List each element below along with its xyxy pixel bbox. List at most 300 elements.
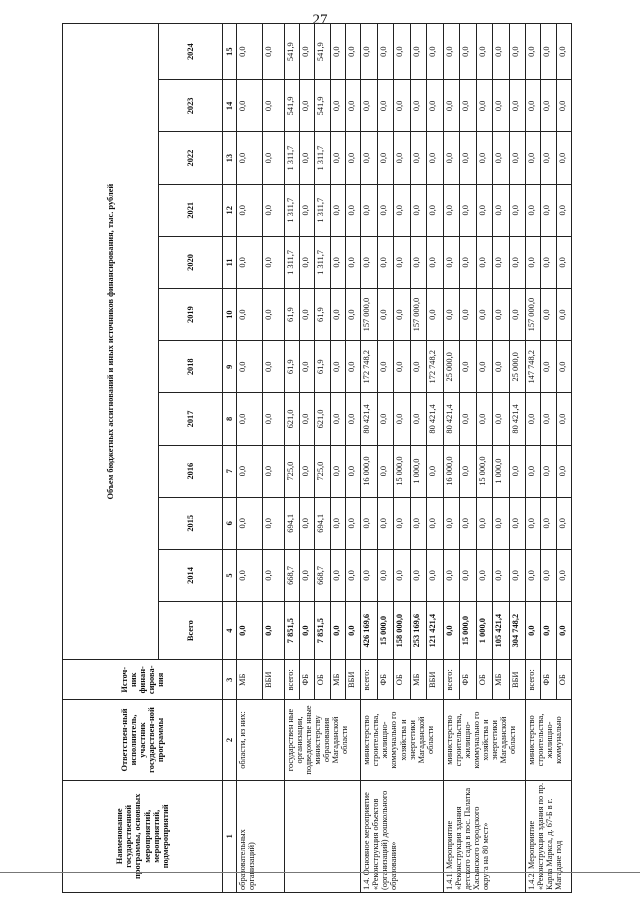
row-value: 172 748,2 xyxy=(427,341,443,393)
row-value: 0,0 xyxy=(493,236,509,288)
column-index: 14 xyxy=(223,80,237,132)
row-source: ОБ xyxy=(556,660,571,700)
row-source: ВБИ xyxy=(263,660,285,700)
header-year: 2015 xyxy=(159,497,223,549)
row-value: 0,0 xyxy=(263,236,285,288)
row-value: 0,0 xyxy=(237,393,263,445)
column-index: 15 xyxy=(223,24,237,80)
column-index: 12 xyxy=(223,184,237,236)
row-value: 0,0 xyxy=(300,289,315,341)
row-value: 0,0 xyxy=(493,24,509,80)
rotated-table-wrapper xyxy=(62,23,572,893)
row-value: 541,9 xyxy=(284,80,299,132)
row-value: 0,0 xyxy=(263,289,285,341)
row-value: 0,0 xyxy=(427,445,443,497)
row-value: 0,0 xyxy=(394,497,410,549)
row-value: 0,0 xyxy=(541,393,556,445)
row-total: 0,0 xyxy=(556,602,571,660)
row-value: 0,0 xyxy=(237,132,263,184)
row-total: 15 000,0 xyxy=(460,602,476,660)
row-value: 0,0 xyxy=(300,549,315,601)
row-value: 0,0 xyxy=(476,80,492,132)
row-value: 0,0 xyxy=(556,445,571,497)
row-source: ОБ xyxy=(476,660,492,700)
header-year: 2021 xyxy=(159,184,223,236)
row-value: 0,0 xyxy=(300,393,315,445)
header-executor: Ответствен-ный исполнитель, участник государствен-ной программы xyxy=(63,700,223,780)
row-value: 0,0 xyxy=(526,497,541,549)
row-value: 668,7 xyxy=(284,549,299,601)
row-value: 0,0 xyxy=(263,549,285,601)
row-value: 15 000,0 xyxy=(394,445,410,497)
row-value: 0,0 xyxy=(345,184,360,236)
row-value: 0,0 xyxy=(394,549,410,601)
row-executor: министерство строительства, жилищно-коммунально го хозяйства и энергетики Магаданской области xyxy=(361,700,443,780)
row-value: 0,0 xyxy=(330,132,345,184)
row-value: 541,9 xyxy=(284,24,299,80)
row-value: 0,0 xyxy=(526,132,541,184)
row-value: 0,0 xyxy=(394,289,410,341)
column-index: 7 xyxy=(223,445,237,497)
header-funding-group: Объем бюджетных ассигнований и иных источников финансирования, тыс. рублей xyxy=(63,24,159,660)
column-index: 11 xyxy=(223,236,237,288)
row-value: 0,0 xyxy=(556,80,571,132)
row-value: 25 000,0 xyxy=(443,341,459,393)
table-row xyxy=(526,24,541,893)
row-value: 0,0 xyxy=(330,393,345,445)
row-value: 80 421,4 xyxy=(427,393,443,445)
row-value: 1 311,7 xyxy=(315,236,330,288)
row-total: 426 169,6 xyxy=(361,602,377,660)
row-value: 147 748,2 xyxy=(526,341,541,393)
row-value: 0,0 xyxy=(509,184,525,236)
row-value: 157 000,0 xyxy=(361,289,377,341)
row-value: 0,0 xyxy=(263,24,285,80)
row-value: 0,0 xyxy=(377,497,393,549)
header-row-1 xyxy=(63,24,159,893)
row-source: всего: xyxy=(526,660,541,700)
row-value: 0,0 xyxy=(263,393,285,445)
row-value: 0,0 xyxy=(345,236,360,288)
row-value: 61,9 xyxy=(284,289,299,341)
row-value: 0,0 xyxy=(541,497,556,549)
row-executor: министерство строительства, жилищно-коммунально xyxy=(526,700,572,780)
row-value: 0,0 xyxy=(377,184,393,236)
row-total: 0,0 xyxy=(237,602,263,660)
row-total: 1 000,0 xyxy=(476,602,492,660)
row-value: 0,0 xyxy=(509,289,525,341)
row-value: 0,0 xyxy=(509,80,525,132)
row-total: 0,0 xyxy=(300,602,315,660)
row-value: 0,0 xyxy=(476,24,492,80)
row-source: ВБИ xyxy=(345,660,360,700)
row-value: 0,0 xyxy=(330,236,345,288)
header-year: 2016 xyxy=(159,445,223,497)
column-index: 5 xyxy=(223,549,237,601)
row-value: 0,0 xyxy=(493,132,509,184)
row-value: 0,0 xyxy=(377,24,393,80)
row-value: 0,0 xyxy=(394,393,410,445)
row-value: 0,0 xyxy=(410,80,426,132)
row-value: 0,0 xyxy=(476,497,492,549)
row-source: всего: xyxy=(361,660,377,700)
row-value: 0,0 xyxy=(237,341,263,393)
row-value: 0,0 xyxy=(556,24,571,80)
row-value: 0,0 xyxy=(394,236,410,288)
table-row xyxy=(237,24,263,893)
row-value: 0,0 xyxy=(526,80,541,132)
row-value: 0,0 xyxy=(509,549,525,601)
row-value: 1 311,7 xyxy=(315,184,330,236)
column-index: 6 xyxy=(223,497,237,549)
row-value: 0,0 xyxy=(394,132,410,184)
row-total: 304 748,2 xyxy=(509,602,525,660)
row-source: всего: xyxy=(443,660,459,700)
row-value: 0,0 xyxy=(427,184,443,236)
row-value: 0,0 xyxy=(556,132,571,184)
row-value: 0,0 xyxy=(427,132,443,184)
row-total: 15 000,0 xyxy=(377,602,393,660)
header-total: Всего xyxy=(159,602,223,660)
row-value: 0,0 xyxy=(330,445,345,497)
row-value: 0,0 xyxy=(443,80,459,132)
row-value: 1 311,7 xyxy=(284,236,299,288)
header-year: 2018 xyxy=(159,341,223,393)
row-value: 0,0 xyxy=(263,184,285,236)
row-value: 25 000,0 xyxy=(509,341,525,393)
row-value: 0,0 xyxy=(410,549,426,601)
row-value: 0,0 xyxy=(345,24,360,80)
row-value: 0,0 xyxy=(237,24,263,80)
row-source: ФБ xyxy=(541,660,556,700)
row-value: 80 421,4 xyxy=(443,393,459,445)
column-index: 3 xyxy=(223,660,237,700)
row-value: 0,0 xyxy=(460,289,476,341)
row-value: 668,7 xyxy=(315,549,330,601)
row-name xyxy=(284,780,360,892)
row-value: 0,0 xyxy=(361,236,377,288)
row-source: всего: xyxy=(284,660,299,700)
row-total: 7 851,5 xyxy=(284,602,299,660)
row-value: 157 000,0 xyxy=(410,289,426,341)
row-value: 1 311,7 xyxy=(284,132,299,184)
row-value: 1 000,0 xyxy=(493,445,509,497)
row-value: 0,0 xyxy=(556,549,571,601)
row-value: 0,0 xyxy=(476,236,492,288)
row-value: 0,0 xyxy=(410,132,426,184)
row-value: 0,0 xyxy=(460,80,476,132)
column-index: 8 xyxy=(223,393,237,445)
row-value: 0,0 xyxy=(410,24,426,80)
row-value: 0,0 xyxy=(300,80,315,132)
row-value: 61,9 xyxy=(315,289,330,341)
header-year: 2023 xyxy=(159,80,223,132)
row-name: 1.4. Основное мероприятие «Реконструкция объектов (организаций) дошкольного образования» xyxy=(361,780,443,892)
row-executor: государствен ные организации, подведомстве нные министерству образования Магаданской области xyxy=(284,700,360,780)
row-value: 0,0 xyxy=(345,497,360,549)
row-value: 0,0 xyxy=(237,445,263,497)
row-value: 0,0 xyxy=(300,497,315,549)
row-value: 0,0 xyxy=(377,393,393,445)
row-value: 0,0 xyxy=(493,549,509,601)
row-value: 0,0 xyxy=(410,497,426,549)
row-source: ВБИ xyxy=(509,660,525,700)
row-value: 0,0 xyxy=(410,184,426,236)
row-source: ОБ xyxy=(315,660,330,700)
header-year: 2022 xyxy=(159,132,223,184)
row-value: 0,0 xyxy=(443,289,459,341)
budget-table xyxy=(62,23,572,893)
row-source: МБ xyxy=(493,660,509,700)
row-value: 0,0 xyxy=(330,24,345,80)
header-year: 2024 xyxy=(159,24,223,80)
column-index: 1 xyxy=(223,780,237,892)
footer-rule xyxy=(0,872,640,873)
row-source: ФБ xyxy=(377,660,393,700)
row-value: 0,0 xyxy=(493,341,509,393)
row-value: 0,0 xyxy=(493,184,509,236)
row-value: 0,0 xyxy=(345,445,360,497)
row-value: 0,0 xyxy=(541,289,556,341)
row-value: 0,0 xyxy=(509,24,525,80)
table-row xyxy=(284,24,299,893)
row-value: 0,0 xyxy=(476,549,492,601)
header-year: 2020 xyxy=(159,236,223,288)
row-value: 0,0 xyxy=(330,289,345,341)
row-value: 0,0 xyxy=(263,80,285,132)
row-value: 0,0 xyxy=(541,24,556,80)
row-value: 0,0 xyxy=(330,80,345,132)
row-value: 0,0 xyxy=(263,445,285,497)
row-value: 0,0 xyxy=(345,132,360,184)
row-name: образовательных организаций) xyxy=(237,780,285,892)
table-row xyxy=(361,24,377,893)
row-value: 0,0 xyxy=(427,289,443,341)
row-value: 80 421,4 xyxy=(361,393,377,445)
row-value: 0,0 xyxy=(263,497,285,549)
row-value: 0,0 xyxy=(427,24,443,80)
column-index: 13 xyxy=(223,132,237,184)
row-value: 0,0 xyxy=(361,132,377,184)
row-value: 0,0 xyxy=(460,132,476,184)
header-name: Наименование государственной программы, основных мероприятий, мероприятий, подмероприятий xyxy=(63,780,223,892)
row-value: 0,0 xyxy=(410,341,426,393)
header-source: Источ-ник финан-сирова-ния xyxy=(63,660,223,700)
row-value: 0,0 xyxy=(394,24,410,80)
row-value: 0,0 xyxy=(526,24,541,80)
row-source: МБ xyxy=(237,660,263,700)
row-value: 0,0 xyxy=(300,184,315,236)
row-source: МБ xyxy=(410,660,426,700)
row-value: 61,9 xyxy=(284,341,299,393)
column-index-row xyxy=(223,24,237,893)
header-year: 2019 xyxy=(159,289,223,341)
row-value: 0,0 xyxy=(526,393,541,445)
row-value: 0,0 xyxy=(377,132,393,184)
row-value: 0,0 xyxy=(541,445,556,497)
row-value: 0,0 xyxy=(330,341,345,393)
row-value: 0,0 xyxy=(509,132,525,184)
row-value: 0,0 xyxy=(377,80,393,132)
row-source: ФБ xyxy=(300,660,315,700)
row-value: 0,0 xyxy=(377,445,393,497)
row-value: 61,9 xyxy=(315,341,330,393)
row-value: 0,0 xyxy=(526,236,541,288)
row-value: 0,0 xyxy=(526,549,541,601)
row-value: 0,0 xyxy=(541,80,556,132)
row-value: 0,0 xyxy=(556,236,571,288)
row-value: 0,0 xyxy=(237,289,263,341)
row-value: 0,0 xyxy=(556,341,571,393)
row-value: 1 000,0 xyxy=(410,445,426,497)
row-value: 0,0 xyxy=(361,497,377,549)
row-value: 0,0 xyxy=(237,184,263,236)
row-total: 0,0 xyxy=(443,602,459,660)
row-source: ОБ xyxy=(394,660,410,700)
row-value: 0,0 xyxy=(237,549,263,601)
header-year: 2014 xyxy=(159,549,223,601)
row-value: 0,0 xyxy=(541,549,556,601)
row-value: 0,0 xyxy=(541,341,556,393)
row-value: 725,0 xyxy=(315,445,330,497)
row-value: 0,0 xyxy=(556,184,571,236)
row-value: 172 748,2 xyxy=(361,341,377,393)
row-value: 15 000,0 xyxy=(476,445,492,497)
row-value: 0,0 xyxy=(345,341,360,393)
row-value: 0,0 xyxy=(427,236,443,288)
row-value: 157 000,0 xyxy=(526,289,541,341)
row-total: 0,0 xyxy=(345,602,360,660)
row-value: 16 000,0 xyxy=(361,445,377,497)
row-total: 0,0 xyxy=(541,602,556,660)
row-value: 0,0 xyxy=(460,497,476,549)
row-value: 0,0 xyxy=(330,184,345,236)
row-value: 0,0 xyxy=(460,24,476,80)
header-year: 2017 xyxy=(159,393,223,445)
row-value: 0,0 xyxy=(361,24,377,80)
row-value: 0,0 xyxy=(476,132,492,184)
row-executor: области, из них: xyxy=(237,700,285,780)
row-value: 0,0 xyxy=(443,24,459,80)
row-value: 0,0 xyxy=(394,184,410,236)
row-value: 0,0 xyxy=(460,341,476,393)
row-value: 0,0 xyxy=(493,497,509,549)
row-value: 0,0 xyxy=(300,24,315,80)
row-value: 0,0 xyxy=(330,549,345,601)
row-value: 0,0 xyxy=(377,341,393,393)
column-index: 2 xyxy=(223,700,237,780)
row-value: 621,0 xyxy=(315,393,330,445)
row-value: 0,0 xyxy=(541,236,556,288)
row-value: 0,0 xyxy=(361,549,377,601)
row-value: 0,0 xyxy=(410,393,426,445)
row-value: 0,0 xyxy=(300,236,315,288)
row-total: 158 000,0 xyxy=(394,602,410,660)
row-value: 0,0 xyxy=(476,184,492,236)
row-value: 0,0 xyxy=(443,497,459,549)
row-value: 0,0 xyxy=(410,236,426,288)
row-value: 0,0 xyxy=(526,184,541,236)
row-value: 0,0 xyxy=(345,289,360,341)
table-row xyxy=(443,24,459,893)
row-value: 0,0 xyxy=(460,549,476,601)
row-total: 121 421,4 xyxy=(427,602,443,660)
row-value: 0,0 xyxy=(541,132,556,184)
row-total: 0,0 xyxy=(526,602,541,660)
row-value: 0,0 xyxy=(345,80,360,132)
row-total: 0,0 xyxy=(330,602,345,660)
row-value: 0,0 xyxy=(345,549,360,601)
row-value: 0,0 xyxy=(460,184,476,236)
column-index: 10 xyxy=(223,289,237,341)
row-source: ВБИ xyxy=(427,660,443,700)
row-value: 0,0 xyxy=(541,184,556,236)
row-value: 0,0 xyxy=(361,80,377,132)
row-value: 0,0 xyxy=(476,341,492,393)
row-name: 1.4.2. Мероприятие «Реконструкция здания по пр. Карла Маркса, д. 67-Б в г. Магадане под xyxy=(526,780,572,892)
row-value: 541,9 xyxy=(315,80,330,132)
row-value: 725,0 xyxy=(284,445,299,497)
row-value: 0,0 xyxy=(509,497,525,549)
row-value: 0,0 xyxy=(300,445,315,497)
row-value: 0,0 xyxy=(237,497,263,549)
row-name: 1.4.1. Мероприятие «Реконструкция здания детского сада в пос. Палатка Хасынского городского округа на 80 мест» xyxy=(443,780,525,892)
row-value: 541,9 xyxy=(315,24,330,80)
page-number: 27 xyxy=(312,12,328,28)
row-value: 0,0 xyxy=(460,393,476,445)
row-value: 0,0 xyxy=(394,341,410,393)
row-value: 0,0 xyxy=(460,445,476,497)
row-value: 694,1 xyxy=(315,497,330,549)
row-total: 253 169,6 xyxy=(410,602,426,660)
row-total: 105 421,4 xyxy=(493,602,509,660)
row-value: 1 311,7 xyxy=(284,184,299,236)
row-value: 0,0 xyxy=(300,341,315,393)
row-total: 7 851,5 xyxy=(315,602,330,660)
row-value: 0,0 xyxy=(526,445,541,497)
row-value: 0,0 xyxy=(237,236,263,288)
row-value: 0,0 xyxy=(377,549,393,601)
row-value: 0,0 xyxy=(427,549,443,601)
row-value: 0,0 xyxy=(460,236,476,288)
row-value: 0,0 xyxy=(443,549,459,601)
row-value: 0,0 xyxy=(330,497,345,549)
row-value: 0,0 xyxy=(443,184,459,236)
row-value: 0,0 xyxy=(556,497,571,549)
table-body xyxy=(237,24,572,893)
row-executor: министерство строительства, жилищно-коммунально го хозяйства и энергетики Магаданской области xyxy=(443,700,525,780)
row-value: 0,0 xyxy=(263,341,285,393)
row-value: 0,0 xyxy=(443,132,459,184)
row-value: 0,0 xyxy=(476,289,492,341)
row-value: 0,0 xyxy=(427,497,443,549)
row-value: 0,0 xyxy=(263,132,285,184)
column-index: 4 xyxy=(223,602,237,660)
row-value: 0,0 xyxy=(556,393,571,445)
row-value: 0,0 xyxy=(443,236,459,288)
row-value: 1 311,7 xyxy=(315,132,330,184)
row-value: 0,0 xyxy=(237,80,263,132)
row-value: 0,0 xyxy=(493,289,509,341)
row-source: ФБ xyxy=(460,660,476,700)
row-value: 0,0 xyxy=(377,236,393,288)
row-value: 0,0 xyxy=(300,132,315,184)
row-value: 0,0 xyxy=(427,80,443,132)
row-value: 0,0 xyxy=(493,80,509,132)
row-value: 0,0 xyxy=(361,184,377,236)
row-value: 0,0 xyxy=(509,236,525,288)
row-total: 0,0 xyxy=(263,602,285,660)
